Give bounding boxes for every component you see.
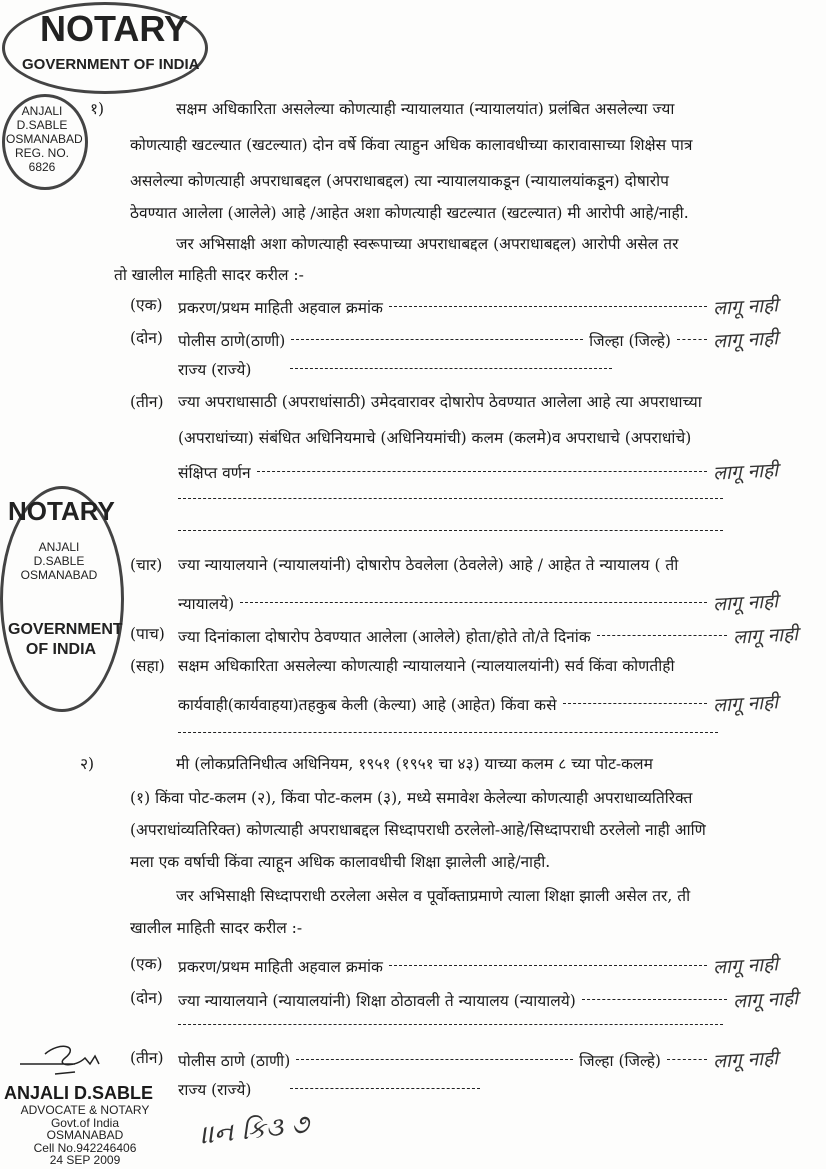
item-text: प्रकरण/प्रथम माहिती अहवाल क्रमांक — [178, 958, 383, 976]
handwritten-answer: लागू नाही — [712, 691, 779, 717]
item-label: (एक) — [130, 955, 163, 973]
item-label: (दोन) — [130, 989, 163, 1007]
handwritten-initials: ।।ન કિ૩ ૭ — [198, 1109, 311, 1151]
item-text: राज्य (राज्ये) — [178, 1081, 252, 1099]
item-row — [178, 986, 798, 1012]
text-line: जर अभिसाक्षी अशा कोणत्याही स्वरूपाच्या अपराधाबद्दल (अपराधाबद्दल) आरोपी असेल तर — [176, 235, 679, 253]
item-text: सक्षम अधिकारिता असलेल्या कोणत्याही न्यायालयाने (न्यालयालयांनी) सर्व किंवा कोणतीही — [178, 657, 675, 675]
item-row — [178, 952, 778, 978]
handwritten-answer: लागू नाही — [712, 953, 779, 979]
item-row — [178, 458, 778, 484]
item-text: (अपराधांच्या) संबंधित अधिनियमाचे (अधिनियमांची) कलम (कलमे)व अपराधाचे (अपराधांचे) — [178, 429, 692, 447]
handwritten-answer: लागू नाही — [732, 987, 799, 1013]
text-line: असलेल्या कोणत्याही अपराधाबद्दल (अपराधाबद्दल) त्या न्यायालयाकडून (न्यायालयांकडून) दोषारोप — [130, 172, 669, 190]
item-label: (पाच) — [130, 625, 165, 643]
item-text: न्यायालये) — [178, 595, 235, 613]
text-line: सक्षम अधिकारिता असलेल्या कोणत्याही न्यायालयात (न्यायालयांत) प्रलंबित असलेल्या ज्या — [176, 100, 675, 118]
item-label: (सहा) — [130, 657, 165, 675]
item-text: ज्या न्यायालयाने (न्यायालयांनी) शिक्षा ठोठावली ते न्यायालय (न्यायालये) — [178, 992, 576, 1010]
handwritten-answer: लागू नाही — [712, 327, 779, 353]
item-row — [178, 589, 778, 615]
item-text: कार्यवाही(कार्यवाहया)तहकुब केली (केल्या) आहे (आहेत) किंवा कसे — [178, 696, 557, 714]
item-row — [178, 622, 798, 648]
item-text: ज्या अपराधासाठी (अपराधांसाठी) उमेदवारावर दोषारोप ठेवण्यात आलेला आहे त्या अपराधाच्या — [178, 393, 702, 411]
item-text: प्रकरण/प्रथम माहिती अहवाल क्रमांक — [178, 299, 383, 317]
section-2-number: २) — [80, 755, 95, 773]
text-line: (१) किंवा पोट-कलम (२), किंवा पोट-कलम (३), मध्ये समावेश केलेल्या कोणत्याही अपराधाव्यतिरिक्त — [130, 789, 693, 807]
text-line: तो खालील माहिती सादर करील :- — [114, 266, 304, 284]
item-text: जिल्हा (जिल्हे) — [589, 332, 671, 350]
affidavit-page: NOTARY GOVERNMENT OF INDIA ANJALI D.SABLE OSMANABAD REG. NO. 6826 १) सक्षम अधिकारिता असलेल्या कोणत्याही न्यायालयात (न्यायालयांत) प्रलंबित असलेल्या ज्या कोणत्याही खटल्यात (खटल्यात) दोन वर्षे किंवा त्याहुन अधिक कालावधीच्या कारावासाच्या शिक्षेस पात्र असलेल्या कोणत्याही अपराधाबद्दल (अपराधाबद्दल) त्या न्यायालयाकडून (न्यायालयांकडून) दोषारोप ठेवण्यात आलेला (आलेले) आहे /आहेत अशा कोणत्याही खटल्यात (खटल्यात) मी आरोपी आहे/नाही. जर अभिसाक्षी अशा कोणत्याही स्वरूपाच्या अपराधाबद्दल (अपराधाबद्दल) आरोपी असेल तर तो खालील माहिती सादर करील :- (एक) प्रकरण/प्रथम माहिती अहवाल क्रमांक लागू नाही (दोन) पोलीस ठाणे(ठाणी) जिल्हा (जिल्हे) लागू नाही राज्य (राज्ये) (तीन) ज्या अपराधासाठी (अपराधांसाठी) उमेदवारावर दोषारोप ठेवण्यात आलेला आहे त्या अपराधाच्या (अपराधांच्या) संबंधित अधिनियमाचे (अधिनियमांची) कलम (कलमे)व अपराधाचे (अपराधांचे) संक्षिप्त वर्णन लागू नाही NOTARY ANJALI D.SABLE OSMANABAD GOVERNMENT OF INDIA (चार) ज्या न्यायालयाने (न्यायालयांनी) दोषारोप ठेवलेला (ठेवलेले) आहे / आहेत ते न्यायालय ( ती न्यायालये) लागू नाही (पाच) ज्या दिनांकाला दोषारोप ठेवण्यात आलेला (आलेले) होता/होते तो/ते दिनांक लागू नाही (सहा) सक्षम अधिकारिता असलेल्या कोणत्याही न्यायालयाने (न्यालयालयांनी) सर्व किंवा कोणतीही कार्यवाही(कार्यवाहया)तहकुब केली (केल्या) आहे (आहेत) किंवा कसे लागू नाही २) मी (लोकप्रतिनिधीत्व अधिनियम, १९५१ (१९५१ चा ४३) याच्या कलम ८ च्या पोट-कलम (१) किंवा पोट-कलम (२), किंवा पोट-कलम (३), मध्ये समावेश केलेल्या कोणत्याही अपराधाव्यतिरिक्त (अपराधांव्यतिरिक्त) कोणत्याही अपराधाबद्दल सिध्दापराधी ठरलेलो-आहे/सिध्दापराधी ठरलेलो नाही आणि मला एक वर्षाची किंवा त्याहून अधिक कालावधीची शिक्षा झालेली आहे/नाही. जर अभिसाक्षी सिध्दापराधी ठरलेला असेल व पूर्वोक्ताप्रमाणे त्याला शिक्षा झाली असेल तर, ती खालील माहिती सादर करील :- (एक) प्रकरण/प्रथम माहिती अहवाल क्रमांक लागू नाही (दोन) ज्या न्यायालयाने (न्यायालयांनी) शिक्षा ठोठावली ते न्यायालय (न्यायालये) लागू नाही (तीन) पोलीस ठाणे (ठाणी) जिल्हा (जिल्हे) लागू नाही राज्य (राज्ये) ।।ન કિ૩ ૭ ANJALI D.SABLE ADVOCATE & NOTARY Govt.of India OSMANABAD Cell No.942246406 24 SEP 2009 — [0, 0, 826, 1169]
item-text: संक्षिप्त वर्णन — [178, 464, 251, 482]
item-row — [178, 326, 778, 352]
text-line: मी (लोकप्रतिनिधीत्व अधिनियम, १९५१ (१९५१ चा ४३) याच्या कलम ८ च्या पोट-कलम — [176, 755, 653, 773]
text-line: मला एक वर्षाची किंवा त्याहून अधिक कालावधीची शिक्षा झालेली आहे/नाही. — [130, 853, 551, 871]
handwritten-answer: लागू नाही — [732, 623, 799, 649]
stamp-ring-bottom: GOVERNMENT OF INDIA — [22, 56, 200, 73]
stamp-ring-bottom: GOVERNMENT OF INDIA — [8, 621, 123, 658]
signature-icon — [15, 1036, 125, 1081]
item-text: जिल्हा (जिल्हे) — [579, 1052, 661, 1070]
item-text: पोलीस ठाणे (ठाणी) — [178, 1052, 291, 1070]
stamp-ring-top: NOTARY — [8, 496, 115, 526]
item-text: पोलीस ठाणे(ठाणी) — [178, 332, 286, 350]
text-line: ठेवण्यात आलेला (आलेले) आहे /आहेत अशा कोणत्याही खटल्यात (खटल्यात) मी आरोपी आहे/नाही. — [130, 204, 689, 222]
item-label: (एक) — [130, 296, 163, 314]
handwritten-answer: लागू नाही — [712, 1047, 779, 1073]
handwritten-answer: लागू नाही — [712, 590, 779, 616]
item-text: ज्या दिनांकाला दोषारोप ठेवण्यात आलेला (आलेले) होता/होते तो/ते दिनांक — [178, 628, 591, 646]
item-label: (चार) — [130, 556, 163, 574]
item-row — [178, 690, 778, 716]
handwritten-answer: लागू नाही — [712, 459, 779, 485]
text-line: जर अभिसाक्षी सिध्दापराधी ठरलेला असेल व पूर्वोक्ताप्रमाणे त्याला शिक्षा झाली असेल तर, ती — [176, 887, 691, 905]
item-text: राज्य (राज्ये) — [178, 361, 252, 379]
stamp-ring-top: NOTARY — [40, 8, 188, 49]
item-label: (तीन) — [130, 1049, 164, 1067]
item-row — [178, 293, 778, 319]
text-line: कोणत्याही खटल्यात (खटल्यात) दोन वर्षे किंवा त्याहुन अधिक कालावधीच्या कारावासाच्या शिक्षेस पात्र — [130, 136, 693, 154]
item-label: (तीन) — [130, 393, 164, 411]
item-text: ज्या न्यायालयाने (न्यायालयांनी) दोषारोप ठेवलेला (ठेवलेले) आहे / आहेत ते न्यायालय ( ती — [178, 556, 679, 574]
handwritten-answer: लागू नाही — [712, 294, 779, 320]
item-label: (दोन) — [130, 329, 163, 347]
section-1-number: १) — [90, 100, 105, 118]
text-line: (अपराधांव्यतिरिक्त) कोणत्याही अपराधाबद्दल सिध्दापराधी ठरलेलो-आहे/सिध्दापराधी ठरलेलो नाही आणि — [130, 821, 706, 839]
text-line: खालील माहिती सादर करील :- — [130, 919, 303, 937]
item-row — [178, 1046, 778, 1072]
